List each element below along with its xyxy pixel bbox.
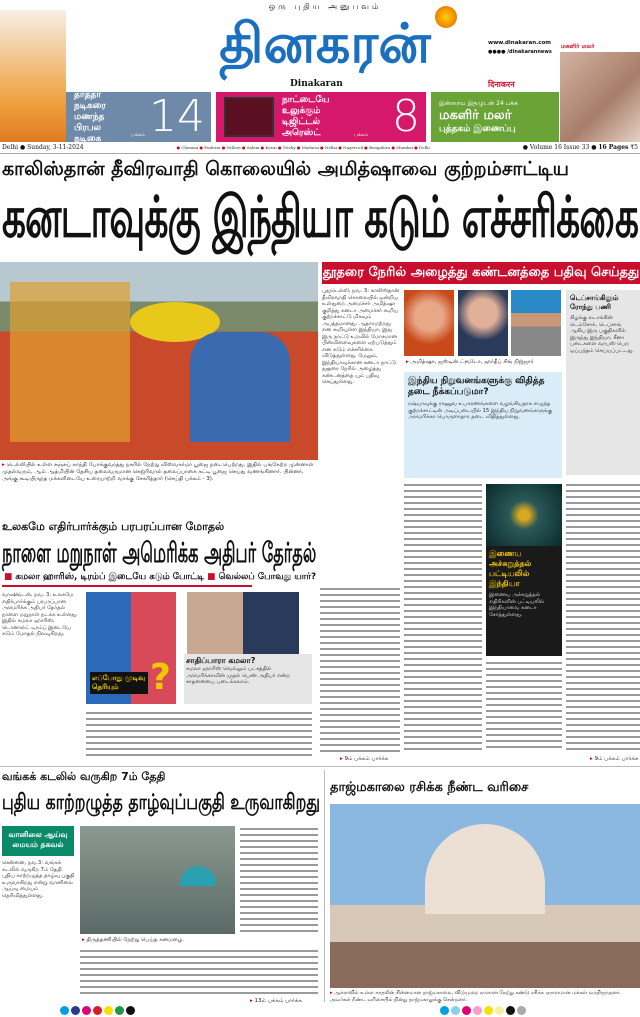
magazine-title: மகளிர் மலர் [560, 42, 640, 52]
question-mark-icon: ? [150, 657, 171, 698]
edition-cities: ● Chennai ● Puduvai ● Vellore ● Salem ● Kovai ● Trichy ● Madurai ● Nellai ● Nagercoil ● Bengaluru ● Mumbai ● Delhi [177, 145, 430, 150]
weather-body-col [240, 826, 318, 936]
taj-photo[interactable] [330, 804, 640, 988]
portraits-caption: ▸ அமித்ஷா, ஜஸ்டின் ட்ரூடோ, ஹர்தீப் சிங் நிஜ்ஜார் [406, 359, 534, 366]
cyber-box: இணைய அச்சுறுத்தல் பட்டியலில் இந்தியா இணைய அச்சுறுத்தல் எதிரிகளின் பட்டியலில் இந்தியாவை கனடா சேர்த்துள்ளது. [486, 546, 562, 656]
social-handle[interactable]: ●●●● /dinakarannews [488, 49, 552, 55]
rain-photo-caption: ▸ திருத்தணியில் நேற்று பெய்த கனமழை. [82, 937, 184, 944]
divider [324, 770, 325, 1002]
depsang-box: டெப்சாங்கிலும் ரோந்து பணி கிழக்கு லடாக்கின் டெம்சோக், டெப்சாங் ஆகிய இரு பகுதிகளில் இருந்து இந்தியா, சீனா படைகளை வாபஸ் பெற ஒப்பந்தம் செய்யப்பட்டது. [566, 290, 640, 475]
us-kicker: உலகமே எதிர்பார்க்கும் பரபரப்பான மோதல் [2, 520, 225, 533]
us-subheads: ■ கமலா ஹாரிஸ், டிரம்ப் இடையே கடும் போட்டி ■ வெல்லப் போவது யார்? [4, 572, 317, 582]
weather-badge: வானிலை ஆய்வு மையம் தகவல் [2, 826, 74, 856]
portrait-trudeau [458, 290, 508, 356]
social-icons: ●●●● [488, 49, 508, 55]
weather-body: சென்னை, நவ.3: வங்கக் கடலில் வருகிற 7ம் தேதி புதிய காற்றழுத்த தாழ்வு பகுதி உருவாகிறது என்று வானிலை ஆய்வு மையம் தெரிவித்துள்ளது. [2, 860, 75, 899]
portrait-amit-shah [404, 290, 454, 356]
lead-kicker: காலிஸ்தான் தீவிரவாதி கொலையில் அமித்ஷாவை குற்றம்சாட்டிய [2, 158, 569, 180]
logo-hindi: दिनाकरन [488, 80, 515, 89]
depsang-body-col [566, 482, 640, 752]
capitol-image[interactable] [86, 592, 176, 704]
taj-caption: ▸ ஆக்ராவில் உள்ள காதலின் சின்னமான தாஜ்மகாலை, விடுமுறை நாளான நேற்று கண்டு ரசிக்க ஏராளமான மக்கள் வந்திருந்தனர். அவர்கள் நீண்ட வரிசையில் நின்று தாஜ்மகாலுக்கு சென்றனர். [330, 990, 638, 1004]
promo-digital-arrest[interactable]: நாட்டையே உலுக்கும் டிஜிட்டல் அரெஸ்ட் பக்கம் 8 [216, 92, 426, 142]
magazine-cover[interactable] [560, 42, 640, 142]
us-body-col [320, 586, 400, 752]
promo-magalir-malar[interactable]: இன்றைய இதழுடன் 24 பக்க மகளிர் மலர் புத்தகம் இணைப்பு [431, 92, 559, 142]
tagline: ஒரு புதிய அனுபவம் [268, 2, 382, 11]
harris-trump-photo[interactable] [187, 592, 299, 654]
lead-headline[interactable]: கனடாவுக்கு இந்தியா கடும் எச்சரிக்கை [2, 184, 639, 251]
lead-banner: தூதரை நேரில் அழைத்து கண்டனத்தை பதிவு செய்தது [322, 262, 640, 284]
lead-jump[interactable]: ▸ 9ம் பக்கம் பார்க்க [590, 756, 638, 763]
lead-photo-caption: ▸ டெல்லியில் உள்ள சஞ்சய் காந்தி போக்குவரத்து நகரில் நேற்று விஸ்வகர்மா பூஜை நடைபெற்றது. இதில் பங்கேற்ற முன்னாள் முதல்வரும், ஆம் ஆத்மியின் தேசிய தலைவருமான கெஜ்ரிவால் தலைப்பாகை கட்டி பூஜை செய்து வணங்கினார். பின்னர், அங்கு கூடியிருந்த மக்களிடையே உரையாற்றி வாக்கு சேகரித்தார் (செய்தி பக்கம் - 3). [2, 462, 316, 484]
registration-marks [60, 1006, 135, 1015]
divider [0, 766, 640, 767]
divider [2, 585, 252, 587]
sun-icon [435, 6, 457, 28]
when-result-overlay: எப்போது முடிவு தெரியும் [90, 672, 148, 694]
logo-tamil: தினகரன் [219, 11, 431, 75]
rain-photo[interactable] [80, 826, 235, 934]
sanctions-box: இந்திய நிறுவனங்களுக்கு விதித்த தடை நீக்கப்படுமா? ரஷ்யாவுக்கு ராணுவ உபகரணங்களை வழங்கியதாக எழுந்த குற்றச்சாட்டின் அடிப்படையில் 15 இந்திய நிறுவனங்களுக்கு அமெரிக்கா பொருளாதார தடை விதித்துள்ளது. [404, 372, 562, 478]
lead-photo[interactable] [0, 262, 318, 460]
logo[interactable] [165, 2, 485, 78]
logo-english: Dinakaran [290, 79, 343, 89]
dateline: Delhi ● Sunday, 3-11-2024 ● Chennai ● Puduvai ● Vellore ● Salem ● Kovai ● Trichy ● Madurai ● Nellai ● Nagercoil ● Bengaluru ● Mumbai ● Delhi ● Volume 16 Issue 33 ● 16 Pages ₹5 [0, 142, 640, 154]
lead-body: புதுடெல்லி, நவ. 3: காலிஸ்தான் தீவிரவாதி கொலையில் ஒன்றிய உள்துறை அமைச்சர் அமித்ஷா குறித்து கனடா அமைச்சர் கூறிய குற்றச்சாட்டு மிகவும் அபத்தமானது. ஆதாரமற்றது என கூறியுள்ள இந்தியா, இது இரு நாட்டு உறவில் மோசமான பின்விளைவுகளை ஏற்படுத்தும் என கடும் எச்சரிக்கை விடுத்துள்ளது. மேலும், இந்தியாவுக்கான கனடா நாட்டு தூதரை நேரில் அழைத்து கண்டனத்தை யும் பதிவு செய்துள்ளது. [322, 288, 400, 385]
us-body: வாஷிங்டன், நவ. 3: உலகமே எதிர்பார்க்கும் பரபரப்பான அமெரிக்க அதிபர் தேர்தல் நாளை மறுநாள் நடக்க உள்ளது. இதில் கமலா ஹாரிஸ், டொனால்ட் டிரம்ப் இடையே கடும் மோதல் நிலவுகிறது. [2, 592, 78, 637]
weather-body-lines [80, 948, 318, 996]
promo-actress[interactable]: தாத்தா நடிகரை மணந்த பிரபல நடிகை பக்கம் 14 [66, 92, 211, 142]
us-jump[interactable]: ▸ 9ம் பக்கம் பார்க்க [340, 756, 388, 763]
registration-marks-right [440, 1006, 526, 1015]
taj-headline[interactable]: தாஜ்மகாலை ரசிக்க நீண்ட வரிசை [330, 780, 529, 795]
weather-jump[interactable]: ▸ 13ம் பக்கம் பார்க்க [250, 998, 302, 1005]
masthead-photo-left [0, 10, 66, 142]
weather-kicker: வங்கக் கடலில் வருகிற 7ம் தேதி [2, 770, 166, 783]
cyber-body-col [486, 660, 562, 752]
digital-arrest-image [224, 97, 274, 137]
portrait-nijjar [511, 290, 561, 356]
kamala-box: சாதிப்பாரா கமலா? கமலா ஹாரிஸ் வெல்லும் பட்சத்தில் அமெரிக்காவின் முதல் பெண் அதிபர் என்ற சாதனையை படைக்கலாம். [184, 654, 312, 704]
us-headline[interactable]: நாளை மறுநாள் அமெரிக்க அதிபர் தேர்தல் [2, 538, 317, 570]
cyber-eye-image [486, 484, 562, 546]
lead-body-col2 [404, 482, 482, 752]
us-body-lines [86, 710, 312, 756]
weather-headline[interactable]: புதிய காற்றழுத்த தாழ்வுப்பகுதி உருவாகிறது [2, 790, 320, 816]
website-link[interactable]: www.dinakaran.com [488, 40, 551, 46]
